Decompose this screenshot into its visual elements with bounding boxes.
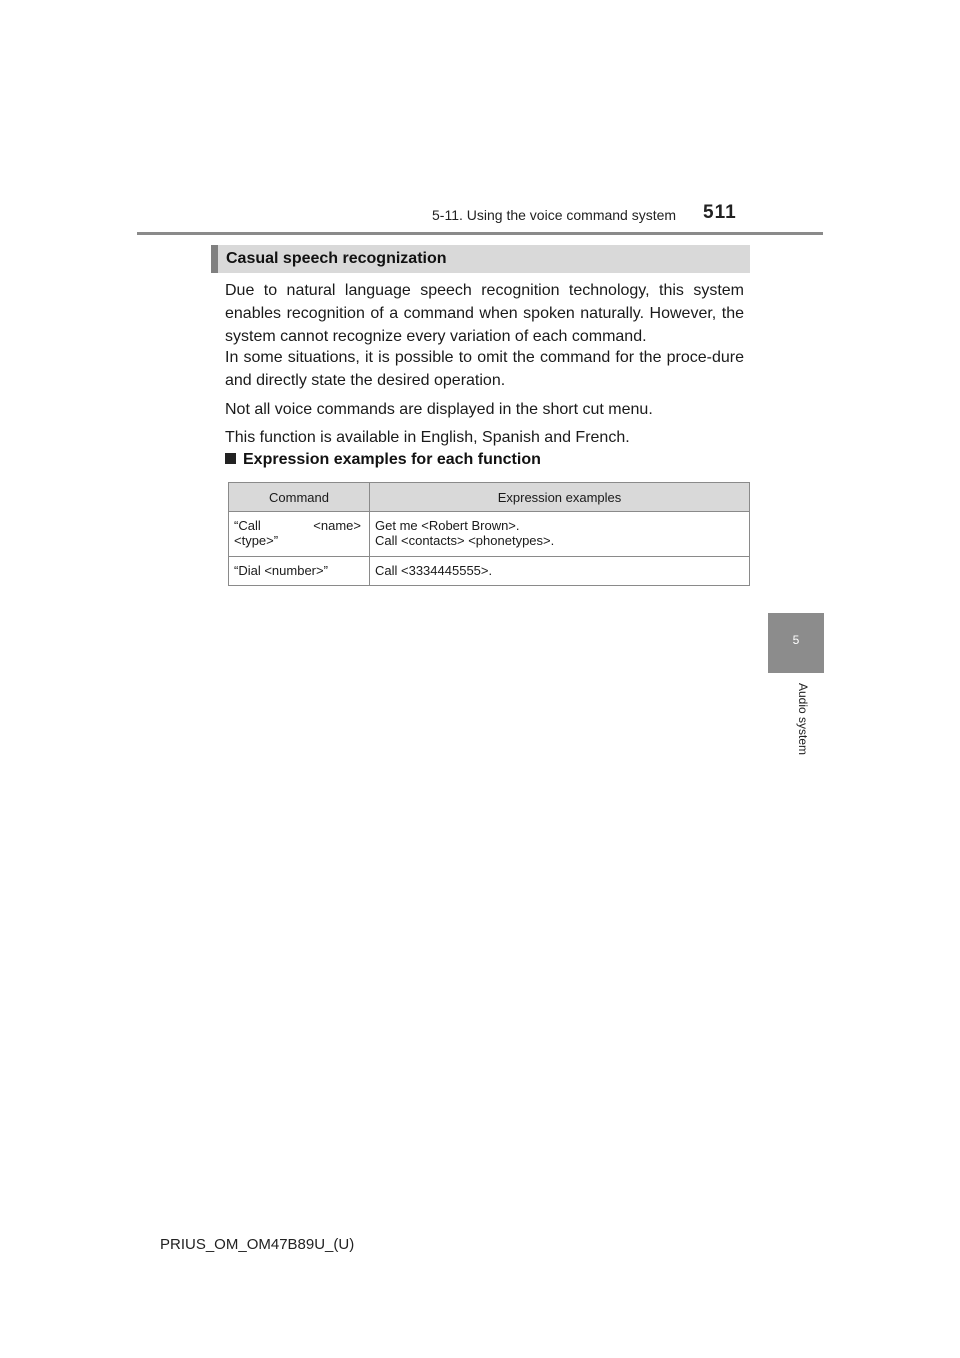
- table-cell-command: [229, 557, 370, 586]
- chapter-tab: [768, 613, 824, 673]
- section-heading: [211, 245, 750, 273]
- chapter-title: Audio system: [796, 683, 810, 756]
- command-word: “Call: [234, 518, 261, 533]
- paragraph-languages: This function is available in English, Spanish and French.: [225, 429, 630, 446]
- table-cell-examples: [370, 512, 750, 557]
- page-number: 511: [703, 202, 737, 223]
- command-param-name: <name>: [313, 518, 361, 533]
- table-header-row: [229, 483, 750, 512]
- command-text: “Dial <number>”: [234, 563, 328, 578]
- table-cell-command: [229, 512, 370, 557]
- table-row: [229, 512, 750, 557]
- example-line: Call <3334445555>.: [375, 563, 493, 578]
- paragraph-omit-command: In some situations, it is possible to omit the command for the proce-dure and directly state the desired operation.: [225, 349, 744, 389]
- running-header-section: 5-11. Using the voice command system: [432, 207, 677, 223]
- subheading-text: Expression examples for each function: [243, 451, 541, 468]
- document-code: PRIUS_OM_OM47B89U_(U): [160, 1236, 355, 1253]
- expression-examples-table: [228, 482, 750, 586]
- table-header-command: Command: [229, 483, 370, 512]
- section-heading-text: Casual speech recognization: [226, 250, 447, 267]
- command-line: [234, 518, 361, 533]
- command-param-type: <type>”: [234, 533, 279, 548]
- table-header-examples: Expression examples: [370, 483, 750, 512]
- table-cell-examples: [370, 557, 750, 586]
- square-bullet-icon: [225, 453, 236, 464]
- chapter-number: 5: [792, 633, 800, 647]
- subheading-expression-examples: [225, 451, 541, 469]
- header-divider: [137, 232, 823, 235]
- example-line: Call <contacts> <phonetypes>.: [375, 533, 555, 548]
- paragraph-shortcut-menu: Not all voice commands are displayed in the short cut menu.: [225, 401, 653, 418]
- example-line: Get me <Robert Brown>.: [375, 518, 520, 533]
- paragraph-speech-recognition: Due to natural language speech recognition technology, this system enables recognition of a command when spoken naturally. However, the system cannot recognize every variation of each command.: [225, 282, 744, 345]
- table-row: [229, 557, 750, 586]
